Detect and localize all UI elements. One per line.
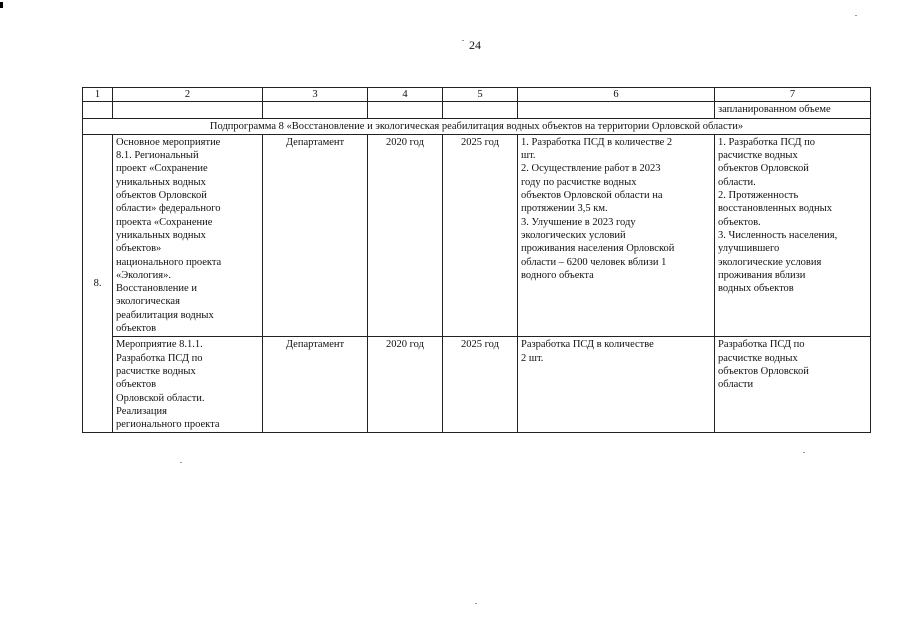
- executor: Департамент: [263, 134, 368, 336]
- column-number: 3: [263, 88, 368, 102]
- scan-speck: [462, 40, 464, 41]
- end-year: 2025 год: [443, 337, 518, 433]
- indicators: 1. Разработка ПСД по расчистке водных объектов Орловской области. 2. Протяженность восстановленных водных объектов. 3. Численность населения, улучшившего экологические условия проживания вблизи водных объектов: [715, 134, 871, 336]
- column-number: 7: [715, 88, 871, 102]
- table-cell: [113, 102, 263, 118]
- page-number: 24: [469, 38, 481, 52]
- executor: Департамент: [263, 337, 368, 433]
- scan-corner-mark: [0, 2, 3, 8]
- table-cell: [368, 102, 443, 118]
- end-year: 2025 год: [443, 134, 518, 336]
- table-cell: [518, 102, 715, 118]
- expected-result: 1. Разработка ПСД в количестве 2 шт. 2. Осуществление работ в 2023 году по расчистке водных объектов Орловской области на протяжении 3,5 км. 3. Улучшение в 2023 году экологических условий проживания населения Орловской области – 6200 человек вблизи 1 водного объекта: [518, 134, 715, 336]
- table-cell: [83, 102, 113, 118]
- table-row: [83, 134, 871, 336]
- scan-speck: [855, 15, 857, 16]
- column-number-row: [83, 88, 871, 102]
- subprogram-row: [83, 118, 871, 134]
- continuation-text: запланированном объеме: [715, 102, 871, 118]
- table-row: [83, 337, 871, 433]
- activity-name: Мероприятие 8.1.1. Разработка ПСД по расчистке водных объектов Орловской области. Реализация регионального проекта: [113, 337, 263, 433]
- column-number: 1: [83, 88, 113, 102]
- start-year: 2020 год: [368, 337, 443, 433]
- table-cell: [443, 102, 518, 118]
- table-cell: [263, 102, 368, 118]
- continuation-row: [83, 102, 871, 118]
- row-number: 8.: [83, 134, 113, 433]
- activity-name: Основное мероприятие 8.1. Региональный проект «Сохранение уникальных водных объектов Орловской области» федерального проекта «Сохранение уникальных водных объектов» национального проекта «Экология». Восстановление и экологическая реабилитация водных объектов: [113, 134, 263, 336]
- scan-speck: [180, 462, 182, 463]
- program-table: [82, 87, 871, 433]
- start-year: 2020 год: [368, 134, 443, 336]
- column-number: 4: [368, 88, 443, 102]
- column-number: 6: [518, 88, 715, 102]
- indicators: Разработка ПСД по расчистке водных объектов Орловской области: [715, 337, 871, 433]
- column-number: 2: [113, 88, 263, 102]
- expected-result: Разработка ПСД в количестве 2 шт.: [518, 337, 715, 433]
- scan-speck: [803, 452, 805, 453]
- column-number: 5: [443, 88, 518, 102]
- subprogram-title: Подпрограмма 8 «Восстановление и экологическая реабилитация водных объектов на территории Орловской области»: [83, 118, 871, 134]
- scan-speck: [475, 603, 477, 604]
